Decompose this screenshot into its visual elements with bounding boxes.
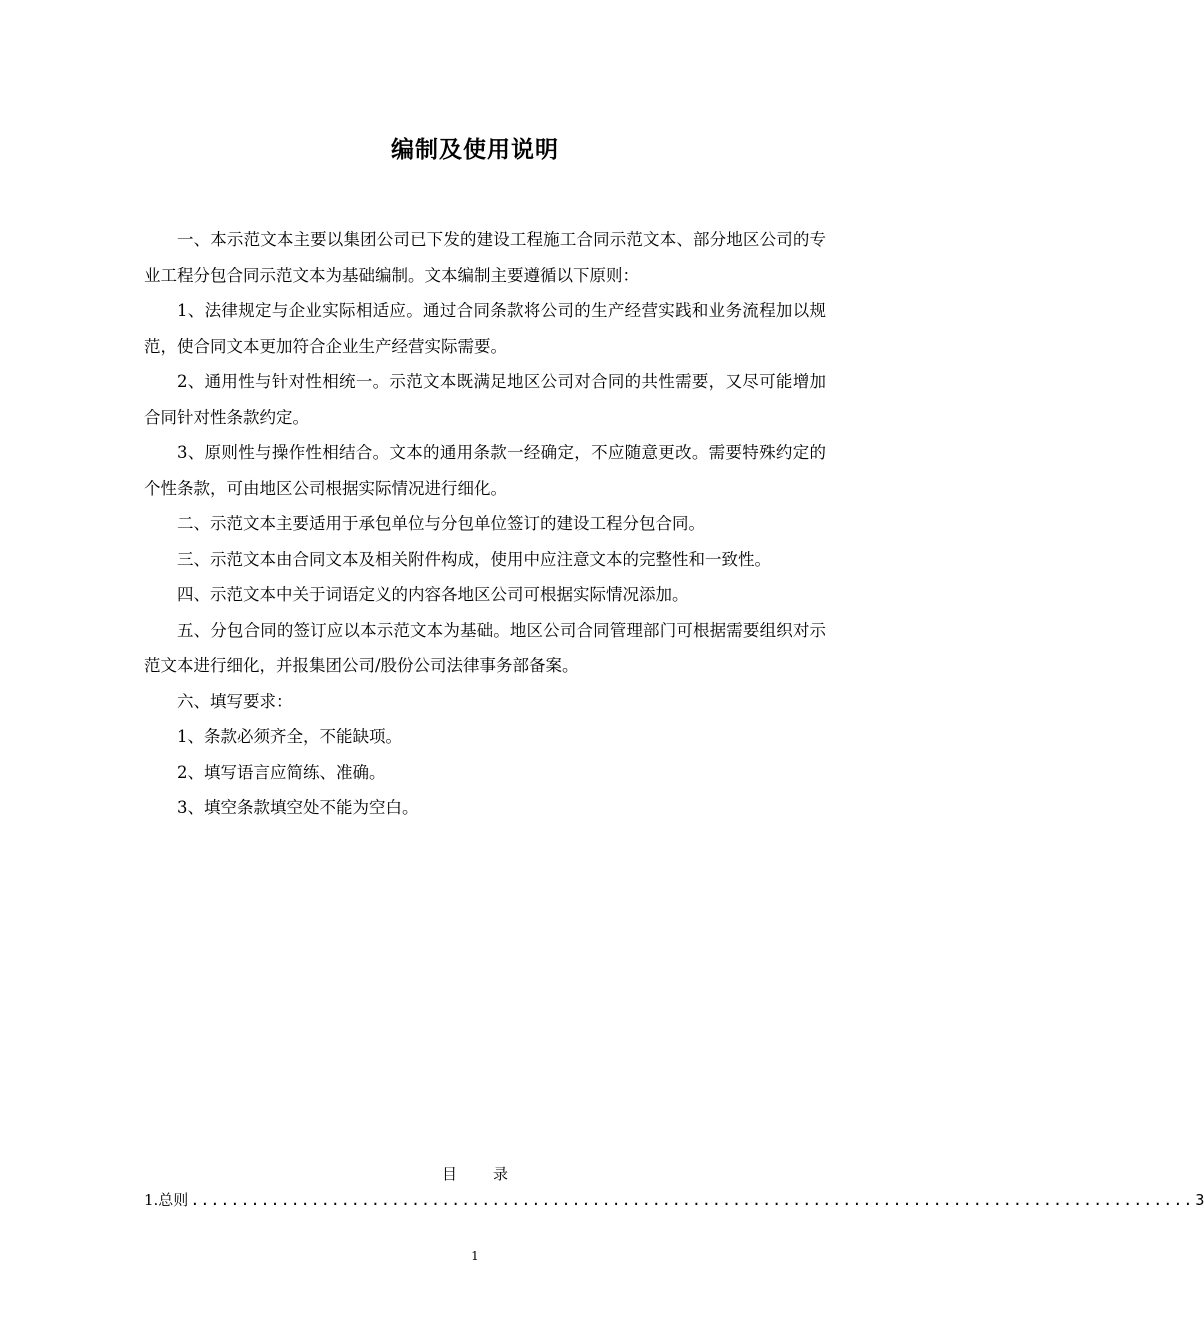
toc-heading-right: 录 xyxy=(493,1165,509,1183)
paragraph-6: 三、示范文本由合同文本及相关附件构成，使用中应注意文本的完整性和一致性。 xyxy=(177,549,771,569)
paragraph-4: 3、原则性与操作性相结合。文本的通用条款一经确定，不应随意更改。需要特殊约定的个性条款，可由地区公司根据实际情况进行细化。 xyxy=(144,443,826,498)
toc-entry[interactable] xyxy=(144,1188,1204,1212)
paragraph-2: 1、法律规定与企业实际相适应。通过合同条款将公司的生产经营实践和业务流程加以规范，使合同文本更加符合企业生产经营实际需要。 xyxy=(144,301,826,356)
paragraph-9: 六、填写要求： xyxy=(177,691,293,711)
paragraph-5: 二、示范文本主要适用于承包单位与分包单位签订的建设工程分包合同。 xyxy=(177,514,705,533)
toc-leader-dots: .................................................................................................... xyxy=(190,1191,1194,1209)
paragraph-8: 五、分包合同的签订应以本示范文本为基础。地区公司合同管理部门可根据需要组织对示范文本进行细化，并报集团公司/股份公司法律事务部备案。 xyxy=(144,620,826,675)
paragraph-11: 2、填写语言应简练、准确。 xyxy=(177,762,386,782)
toc-heading-left: 目 xyxy=(441,1165,457,1183)
toc-entry-label: 1.总则 xyxy=(144,1191,189,1209)
toc-heading xyxy=(0,1163,950,1185)
paragraph-12: 3、填空条款填空处不能为空白。 xyxy=(177,798,419,817)
page-number: 1 xyxy=(471,1249,479,1263)
instructions-body xyxy=(144,222,826,826)
paragraph-7: 四、示范文本中关于词语定义的内容各地区公司可根据实际情况添加。 xyxy=(177,585,689,604)
paragraph-10: 1、条款必须齐全，不能缺项。 xyxy=(177,727,402,746)
paragraph-3: 2、通用性与针对性相统一。示范文本既满足地区公司对合同的共性需要，又尽可能增加合同针对性条款约定。 xyxy=(144,372,826,427)
document-title: 编制及使用说明 xyxy=(391,136,559,163)
paragraph-1: 一、本示范文本主要以集团公司已下发的建设工程施工合同示范文本、部分地区公司的专业工程分包合同示范文本为基础编制。文本编制主要遵循以下原则： xyxy=(144,230,826,285)
toc-entry-page: 3 xyxy=(1195,1191,1204,1209)
